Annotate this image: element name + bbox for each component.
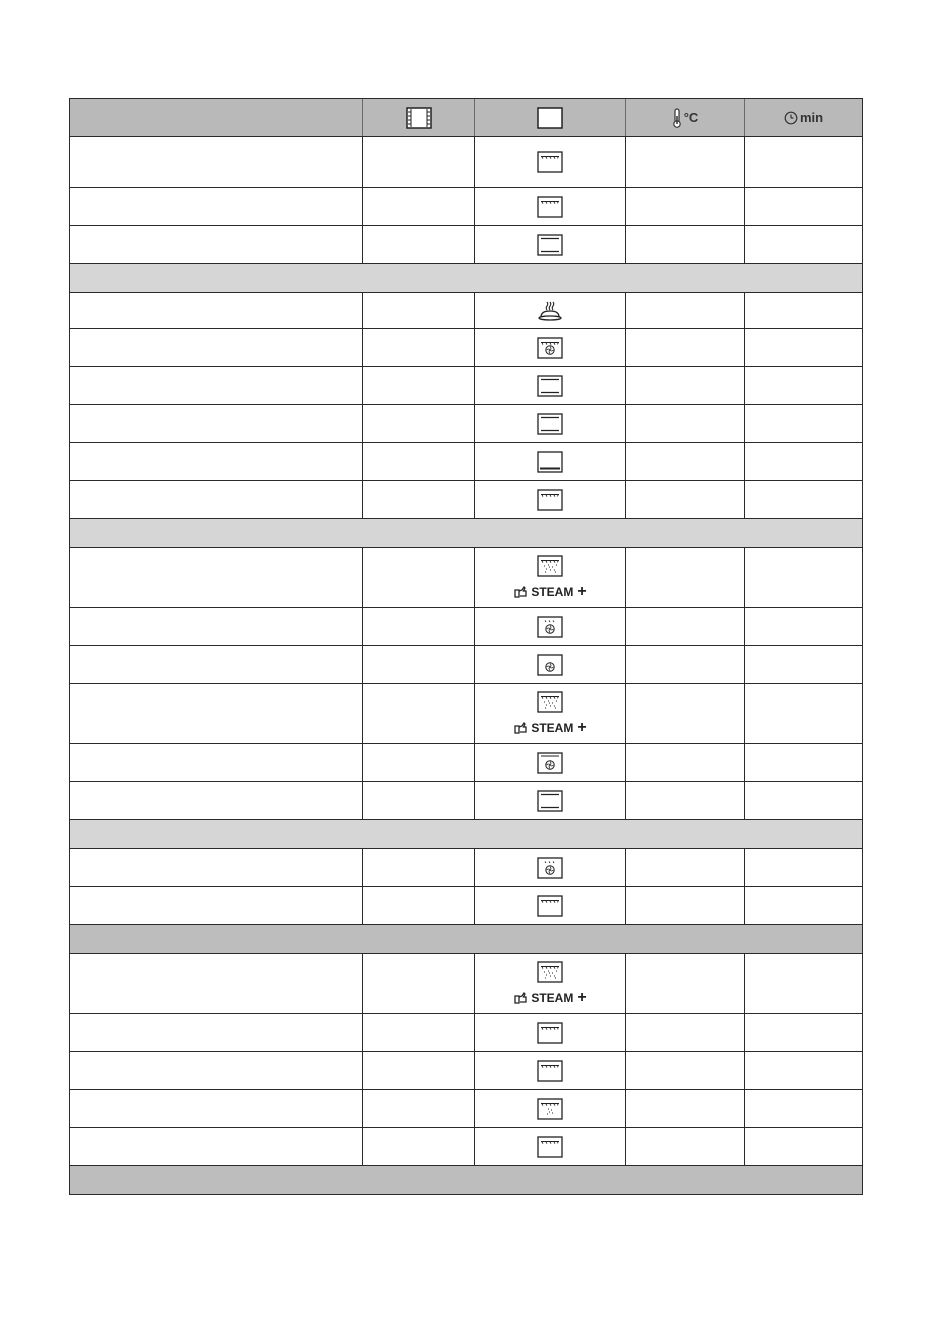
shelf-cell [362, 1052, 474, 1089]
table-row [69, 646, 863, 684]
dish-cell [69, 887, 362, 924]
temperature-cell [625, 744, 744, 781]
shelf-cell [362, 188, 474, 225]
thermometer-icon [672, 108, 682, 128]
time-cell [744, 226, 863, 263]
function-cell [474, 1128, 625, 1165]
shelf-cell [362, 405, 474, 442]
dish-cell [69, 481, 362, 518]
time-cell [744, 137, 863, 187]
temperature-cell [625, 954, 744, 1013]
function-cell [474, 1090, 625, 1127]
dish-cell [69, 443, 362, 480]
function-cell [474, 137, 625, 187]
time-cell [744, 646, 863, 683]
header-dish-cell [69, 99, 362, 136]
temperature-cell [625, 548, 744, 607]
section-header-row [69, 925, 863, 954]
header-function-cell [474, 99, 625, 136]
shelf-cell [362, 367, 474, 404]
function-cell [474, 887, 625, 924]
time-cell [744, 1090, 863, 1127]
dish-cell [69, 1128, 362, 1165]
temperature-cell [625, 646, 744, 683]
top-heat-icon [537, 151, 563, 173]
table-row [69, 293, 863, 329]
time-cell [744, 367, 863, 404]
steam-plus-label [513, 989, 586, 1007]
function-cell [474, 548, 625, 607]
function-cell [474, 329, 625, 366]
fan-bottom-icon [537, 752, 563, 774]
shelf-cell [362, 684, 474, 743]
steam-grill-icon [537, 555, 563, 577]
shelf-cell [362, 481, 474, 518]
table-row [69, 1090, 863, 1128]
dish-cell [69, 548, 362, 607]
function-cell [474, 443, 625, 480]
time-cell [744, 684, 863, 743]
shelf-cell [362, 1090, 474, 1127]
table-header [69, 98, 863, 137]
shelf-cell [362, 329, 474, 366]
steam-text: STEAM [531, 720, 574, 735]
clock-icon [784, 111, 798, 125]
temperature-cell [625, 1128, 744, 1165]
temperature-cell [625, 849, 744, 886]
time-cell [744, 954, 863, 1013]
function-cell [474, 367, 625, 404]
table-row [69, 405, 863, 443]
top-heat-icon [537, 1022, 563, 1044]
dish-cell [69, 226, 362, 263]
table-row [69, 608, 863, 646]
top-bottom-heat-icon [537, 790, 563, 812]
steam-hand-icon [513, 721, 527, 735]
steam-text: STEAM [531, 990, 574, 1005]
time-cell [744, 188, 863, 225]
table-row [69, 329, 863, 367]
section-header-row [69, 519, 863, 548]
dish-cell [69, 1014, 362, 1051]
function-cell [474, 646, 625, 683]
table-row [69, 443, 863, 481]
time-cell [744, 782, 863, 819]
temperature-cell [625, 367, 744, 404]
section-header-row [69, 264, 863, 293]
temperature-cell [625, 329, 744, 366]
table-row [69, 684, 863, 744]
temperature-cell [625, 782, 744, 819]
table-row [69, 1014, 863, 1052]
time-unit: min [799, 110, 824, 125]
table-row [69, 887, 863, 925]
top-bottom-heat-icon [537, 413, 563, 435]
top-heat-icon [537, 1136, 563, 1158]
fan-icon [537, 654, 563, 676]
temperature-cell [625, 405, 744, 442]
steam-hand-icon [513, 991, 527, 1005]
header-shelf-cell [362, 99, 474, 136]
table-row [69, 1052, 863, 1090]
steam-grill-icon [537, 961, 563, 983]
table-row [69, 226, 863, 264]
shelf-cell [362, 608, 474, 645]
shelf-cell [362, 226, 474, 263]
temperature-cell [625, 1014, 744, 1051]
section-header-row [69, 1166, 863, 1195]
steam-plus-label [513, 719, 586, 737]
time-cell [744, 887, 863, 924]
header-time-cell [744, 99, 863, 136]
time-cell [744, 329, 863, 366]
temperature-cell [625, 684, 744, 743]
steam-grill-icon [537, 691, 563, 713]
function-cell [474, 608, 625, 645]
bottom-heat-icon [537, 451, 563, 473]
dish-cell [69, 646, 362, 683]
dish-cell [69, 1090, 362, 1127]
time-cell [744, 1014, 863, 1051]
shelf-cell [362, 443, 474, 480]
top-heat-icon [537, 1060, 563, 1082]
function-cell [474, 684, 625, 743]
fan-grill-icon [537, 857, 563, 879]
table-row [69, 367, 863, 405]
shelf-levels-icon [406, 107, 432, 129]
shelf-cell [362, 744, 474, 781]
function-cell [474, 782, 625, 819]
section-header-row [69, 820, 863, 849]
dish-cell [69, 1052, 362, 1089]
table-row [69, 137, 863, 188]
temperature-cell [625, 1090, 744, 1127]
dish-cell [69, 954, 362, 1013]
dish-cell [69, 744, 362, 781]
temperature-unit: °C [683, 110, 699, 125]
steam-plus-sign: + [577, 988, 587, 1006]
function-cell [474, 1014, 625, 1051]
steam-small-icon [537, 1098, 563, 1120]
time-cell [744, 608, 863, 645]
function-cell [474, 481, 625, 518]
function-cell [474, 849, 625, 886]
top-heat-icon [537, 489, 563, 511]
time-cell [744, 1128, 863, 1165]
dish-cell [69, 849, 362, 886]
shelf-cell [362, 548, 474, 607]
top-bottom-heat-icon [537, 375, 563, 397]
top-bottom-heat-icon [537, 234, 563, 256]
function-cell [474, 744, 625, 781]
oven-function-icon [537, 107, 563, 129]
steam-hand-icon [513, 585, 527, 599]
table-row [69, 481, 863, 519]
top-heat-icon [537, 196, 563, 218]
time-cell [744, 1052, 863, 1089]
temperature-cell [625, 293, 744, 328]
time-cell [744, 548, 863, 607]
shelf-cell [362, 954, 474, 1013]
table-row [69, 954, 863, 1014]
function-cell [474, 954, 625, 1013]
dish-cell [69, 608, 362, 645]
dish-cell [69, 367, 362, 404]
steam-plus-sign: + [577, 582, 587, 600]
table-body [69, 137, 863, 1195]
top-heat-icon [537, 895, 563, 917]
function-cell [474, 293, 625, 328]
time-cell [744, 849, 863, 886]
shelf-cell [362, 293, 474, 328]
cooking-table [69, 98, 863, 1195]
table-row [69, 1128, 863, 1166]
shelf-cell [362, 646, 474, 683]
dish-cell [69, 405, 362, 442]
time-cell [744, 481, 863, 518]
shelf-cell [362, 137, 474, 187]
header-temperature-cell [625, 99, 744, 136]
shelf-cell [362, 1014, 474, 1051]
table-row [69, 188, 863, 226]
shelf-cell [362, 1128, 474, 1165]
dish-cell [69, 293, 362, 328]
temperature-cell [625, 137, 744, 187]
time-cell [744, 744, 863, 781]
dish-cell [69, 137, 362, 187]
shelf-cell [362, 849, 474, 886]
dish-cell [69, 329, 362, 366]
table-row [69, 548, 863, 608]
function-cell [474, 226, 625, 263]
temperature-cell [625, 188, 744, 225]
table-row [69, 782, 863, 820]
function-cell [474, 1052, 625, 1089]
function-cell [474, 188, 625, 225]
function-cell [474, 405, 625, 442]
fan-grill-icon [537, 616, 563, 638]
table-row [69, 744, 863, 782]
temperature-cell [625, 887, 744, 924]
steam-plus-label [513, 583, 586, 601]
temperature-cell [625, 481, 744, 518]
temperature-cell [625, 443, 744, 480]
temperature-cell [625, 226, 744, 263]
shelf-cell [362, 782, 474, 819]
table-row [69, 849, 863, 887]
steam-text: STEAM [531, 584, 574, 599]
steam-plus-sign: + [577, 718, 587, 736]
time-cell [744, 293, 863, 328]
shelf-cell [362, 887, 474, 924]
temperature-cell [625, 1052, 744, 1089]
temperature-cell [625, 608, 744, 645]
grill-fan-icon [537, 337, 563, 359]
dish-cell [69, 188, 362, 225]
time-cell [744, 405, 863, 442]
plate-warming-icon [537, 300, 563, 322]
time-cell [744, 443, 863, 480]
dish-cell [69, 782, 362, 819]
dish-cell [69, 684, 362, 743]
